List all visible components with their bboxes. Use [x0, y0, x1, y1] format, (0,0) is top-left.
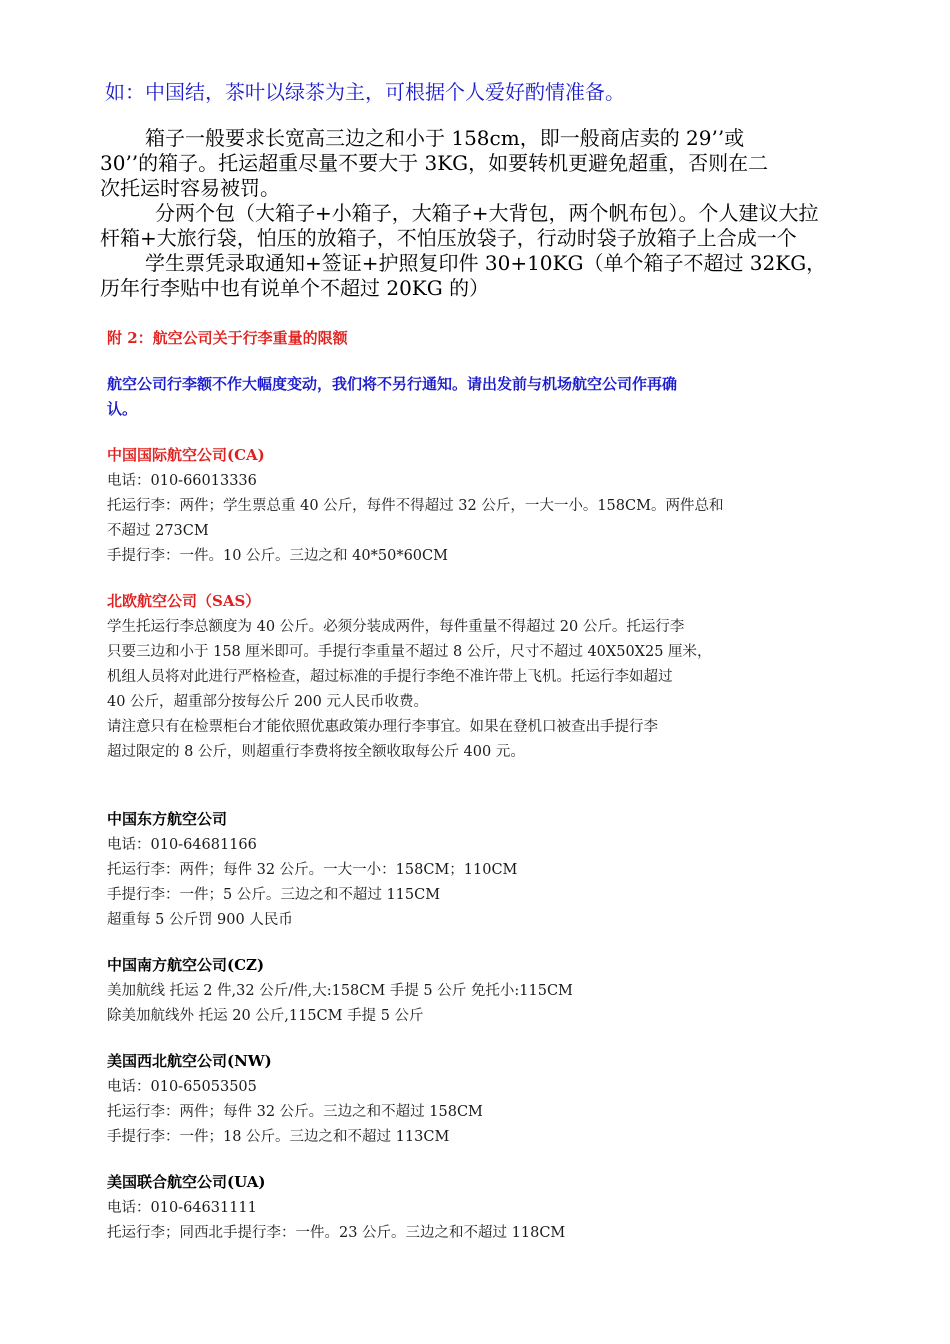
student-paragraph-line-2: 历年行李贴中也有说单个不超过 20KG 的）: [100, 276, 490, 300]
airline-sas-line-5: 请注意只有在检票柜台才能依照优惠政策办理行李事宜。如果在登机口被查出手提行李: [107, 719, 658, 735]
airline-mu-carryon: 手提行李：一件；5 公斤。三边之和不超过 115CM: [107, 887, 441, 903]
student-paragraph-line-1: 学生票凭录取通知+签证+护照复印件 30+10KG（单个箱子不超过 32KG，: [145, 251, 827, 275]
bags-paragraph-line-2: 杆箱+大旅行袋，怕压的放箱子，不怕压放袋子，行动时袋子放箱子上合成一个: [100, 226, 797, 250]
airline-mu-checked: 托运行李：两件；每件 32 公斤。一大一小：158CM；110CM: [107, 862, 518, 878]
airline-cz-line-1: 美加航线 托运 2 件,32 公斤/件,大:158CM 手提 5 公斤 免托小:115CM: [107, 983, 573, 999]
airline-nw-phone: 电话：010-65053505: [107, 1079, 257, 1095]
bags-paragraph-line-1: 分两个包（大箱子+小箱子，大箱子+大背包，两个帆布包）。个人建议大拉: [155, 201, 819, 225]
airline-sas-line-2: 只要三边和小于 158 厘米即可。手提行李重量不超过 8 公斤，尺寸不超过 40X50X25 厘米，: [107, 644, 712, 660]
airline-ua-name: 美国联合航空公司(UA): [107, 1173, 266, 1191]
appendix-notice-line-1: 航空公司行李额不作大幅度变动，我们将不另行通知。请出发前与机场航空公司作再确: [107, 375, 678, 393]
airline-sas-line-4: 40 公斤，超重部分按每公斤 200 元人民币收费。: [107, 694, 428, 710]
airline-sas-line-1: 学生托运行李总额度为 40 公斤。必须分装成两件，每件重量不得超过 20 公斤。托运行李: [107, 619, 685, 635]
airline-ca-phone: 电话：010-66013336: [107, 473, 257, 489]
airline-nw-carryon: 手提行李：一件；18 公斤。三边之和不超过 113CM: [107, 1129, 450, 1145]
airline-ca-carryon: 手提行李：一件。10 公斤。三边之和 40*50*60CM: [107, 548, 448, 564]
airline-sas-line-6: 超过限定的 8 公斤，则超重行李费将按全额收取每公斤 400 元。: [107, 744, 525, 760]
airline-sas-name: 北欧航空公司（SAS）: [107, 592, 261, 610]
airline-nw-name: 美国西北航空公司(NW): [107, 1052, 272, 1070]
airline-sas-line-3: 机组人员将对此进行严格检查，超过标准的手提行李绝不准许带上飞机。托运行李如超过: [107, 669, 673, 685]
box-paragraph-line-1: 箱子一般要求长宽高三边之和小于 158cm，即一般商店卖的 29’’或: [145, 126, 745, 150]
airline-ca-checked-cont: 不超过 273CM: [107, 523, 209, 539]
box-paragraph-line-3: 次托运时容易被罚。: [100, 176, 280, 200]
airline-cz-line-2: 除美加航线外 托运 20 公斤,115CM 手提 5 公斤: [107, 1008, 424, 1024]
appendix-notice-line-2: 认。: [107, 400, 138, 418]
gift-suggestion-line: 如：中国结，茶叶以绿茶为主，可根据个人爱好酌情准备。: [105, 80, 625, 104]
box-paragraph-line-2: 30’’的箱子。托运超重尽量不要大于 3KG，如要转机更避免超重，否则在二: [100, 151, 769, 175]
airline-ua-phone: 电话：010-64631111: [107, 1200, 257, 1216]
airline-nw-checked: 托运行李：两件；每件 32 公斤。三边之和不超过 158CM: [107, 1104, 483, 1120]
appendix-title: 附 2：航空公司关于行李重量的限额: [107, 329, 348, 347]
airline-ca-name: 中国国际航空公司(CA): [107, 446, 265, 464]
airline-ca-checked: 托运行李：两件；学生票总重 40 公斤，每件不得超过 32 公斤，一大一小。158CM。两件总和: [107, 498, 724, 514]
airline-mu-name: 中国东方航空公司: [107, 810, 228, 828]
airline-mu-phone: 电话：010-64681166: [107, 837, 257, 853]
airline-mu-overweight: 超重每 5 公斤罚 900 人民币: [107, 912, 293, 928]
airline-cz-name: 中国南方航空公司(CZ): [107, 956, 265, 974]
airline-ua-checked: 托运行李；同西北手提行李：一件。23 公斤。三边之和不超过 118CM: [107, 1225, 566, 1241]
